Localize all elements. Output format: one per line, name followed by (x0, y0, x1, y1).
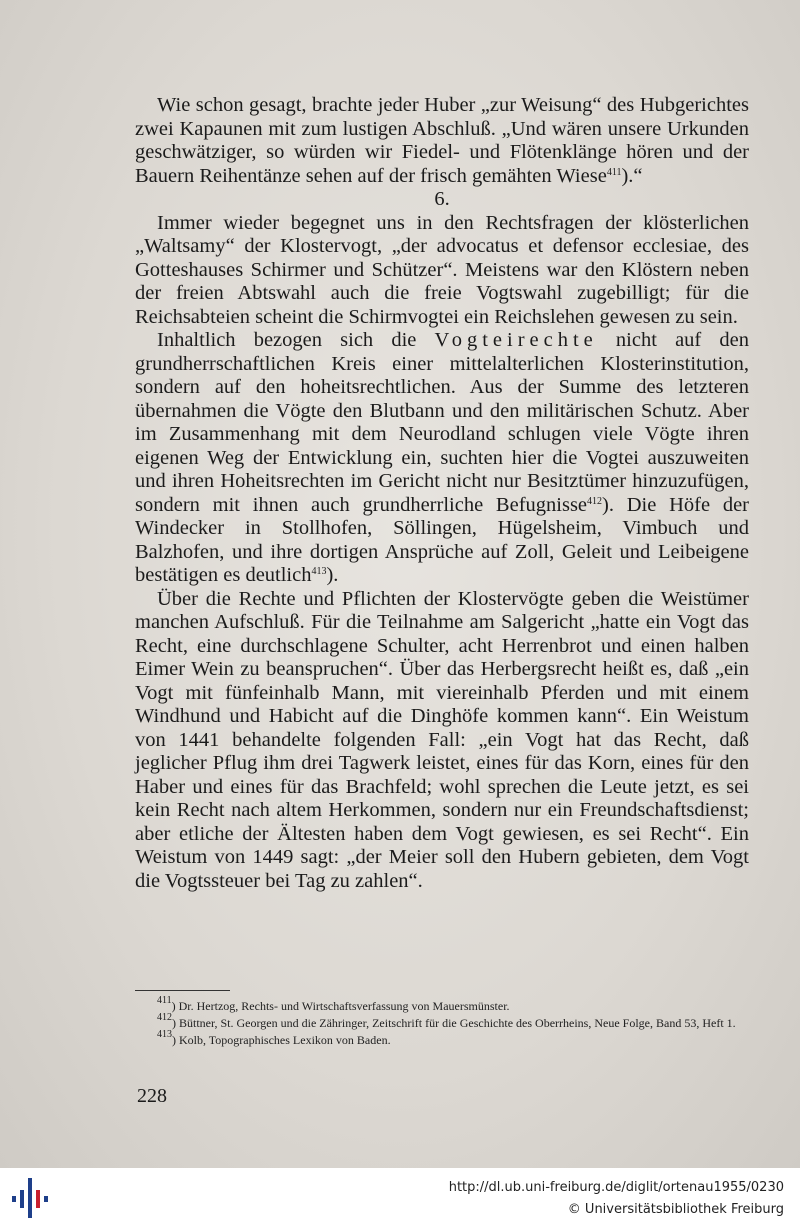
footnote-413 (135, 1029, 749, 1049)
footnotes (135, 995, 749, 1049)
body-text (135, 94, 749, 893)
permalink-url[interactable]: http://dl.ub.uni-freiburg.de/diglit/ortenau1955/0230 (448, 1180, 784, 1195)
spaced-term: Vogteirechte (434, 329, 598, 351)
copyright-text: © Universitätsbibliothek Freiburg (567, 1202, 784, 1217)
footnote-number: 412 (157, 1012, 172, 1023)
paragraph-1-text: Wie schon gesagt, brachte jeder Huber „zur Weisung“ des Hubgerichtes zwei Kapaunen mit zum lustigen Abschluß. „Und wären unsere Urkunden geschwätziger, so würden wir Fiedel- und Flötenklänge hören und der Bauern Reihentänze sehen auf der frisch gemähten Wiese (135, 94, 749, 187)
paragraph-3-text-b: nicht auf den grundherrschaftlichen Kreis einer mittelalterlichen Klosterinstitution, sondern auf den hoheitsrechtlichen. Aus der Summe des letzteren übernahmen die Vögte den Blutbann und den militärischen Schutz. Aber im Zusammenhang mit dem Neurodland schlugen viele Vögte ihren eigenen Weg der Entwicklung ein, suchten hier die Vogtei auszuweiten und ihren Hoheitsrechten im Gericht nicht nur Besitztümer hinzuzufügen, sondern mit ihnen auch grundherrliche Befugnisse (135, 329, 750, 516)
paragraph-4: Über die Rechte und Pflichten der Klostervögte geben die Weistümer manchen Aufschluß. Für die Teilnahme am Salgericht „hatte ein Vogt das Recht, eine durchschlagene Schulter, acht Herrenbrot und einen halben Eimer Wein zu beanspruchen“. Über das Herbergsrecht heißt es, daß „ein Vogt mit fünfeinhalb Mann, mit viereinhalb Pferden und mit einem Windhund und Habicht auf die Dinghöfe kommen kann“. Ein Weistum von 1441 behandelte folgenden Fall: „ein Vogt hat das Recht, daß jeglicher Pflug ihm drei Tagwerk leistet, eines für das Korn, eines für den Haber und eines für das Brachfeld; wohl sprechen die Leute jetzt, es sei kein Recht nach altem Herkommen, sondern nur ein Freundschaftsdienst; aber etliche der Ältesten haben dem Vogt gewiesen, es sei Recht“. Ein Weistum von 1449 sagt: „der Meier soll den Hubern gebieten, dem Vogt die Vogtssteuer bei Tag zu zahlen“. (135, 587, 749, 892)
footnote-ref-412: 412 (587, 495, 603, 507)
footnote-text: ) Dr. Hertzog, Rechts- und Wirtschaftsverfassung von Mauersmünster. (171, 999, 510, 1013)
footnote-411 (135, 995, 749, 1015)
footer-bar (0, 1168, 800, 1226)
paragraph-2: Immer wieder begegnet uns in den Rechtsfragen der klösterlichen „Waltsamy“ der Klostervogt, „der advocatus et defensor ecclesiae, des Gotteshauses Schirmer und Schützer“. Meistens war den Klöstern neben der freien Abtswahl auch die freie Vogtswahl zugebilligt; für die Reichsabteien scheint die Schirmvogtei ein Reichslehen gewesen zu sein. (135, 211, 749, 328)
footnote-ref-413: 413 (311, 566, 327, 577)
section-heading: 6. (434, 188, 450, 210)
page-number: 228 (137, 1085, 167, 1107)
paragraph-1 (135, 94, 749, 188)
footnote-text: ) Kolb, Topographisches Lexikon von Baden. (172, 1033, 391, 1047)
paragraph-3-text-c: ). Die Höfe der Windecker in Stollhofen, Söllingen, Hügelsheim, Vimbuch und Balzhofen, und ihre dortigen Ansprüche auf Zoll, Geleit und Leibeigene bestätigen es deutlich (135, 493, 749, 586)
paragraph-3 (135, 329, 749, 588)
paragraph-3-text-d: ). (326, 564, 339, 586)
footnote-ref-411: 411 (606, 166, 622, 178)
paragraph-1-end: ).“ (621, 164, 643, 187)
footnote-412 (135, 1012, 749, 1032)
footnote-text: ) Büttner, St. Georgen und die Zähringer, Zeitschrift für die Geschichte des Oberrheins, Neue Folge, Band 53, Heft 1. (172, 1016, 736, 1030)
paragraph-3-text-a: Inhaltlich bezogen sich die (157, 329, 435, 351)
ub-freiburg-logo-icon[interactable] (12, 1176, 52, 1220)
footnote-divider (135, 990, 230, 991)
footnote-number: 413 (157, 1029, 172, 1040)
footnote-number: 411 (157, 995, 172, 1006)
